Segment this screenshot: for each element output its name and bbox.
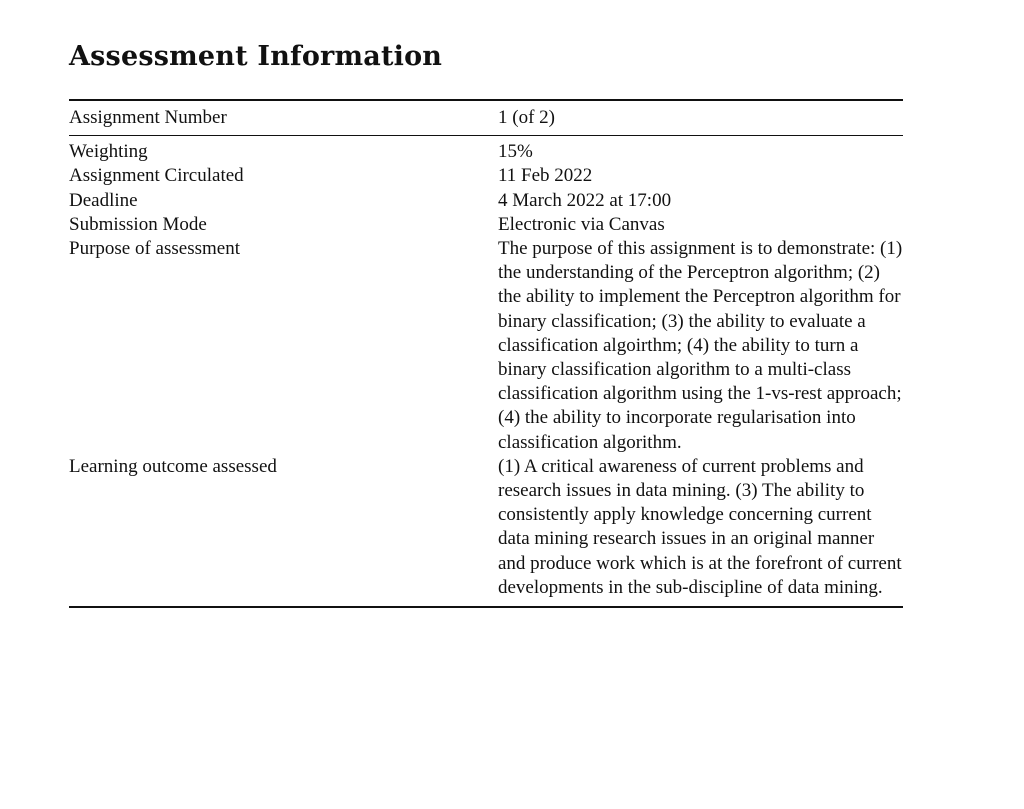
table-row-submission-mode [69,213,903,237]
table-body [69,136,903,606]
row-value: 15% [498,141,533,163]
row-value: (1) A critical awareness of current problems and research issues in data mining. (3) The ability to consistently apply knowledge concerning current data mining research issues in an original manner and produce work which is at the forefront of current developments in the sub-discipline of data mining. [498,455,902,598]
assessment-info-table [69,99,903,608]
table-row-circulated [69,164,903,188]
section-title: Assessment Information [69,41,443,72]
row-label: Assignment Circulated [69,165,244,187]
row-value: 4 March 2022 at 17:00 [498,189,672,211]
row-label: Weighting [69,141,148,163]
row-label: Deadline [69,189,138,211]
table-row-learning-outcome [69,455,903,600]
row-label: Submission Mode [69,213,207,235]
row-value: Electronic via Canvas [498,213,665,235]
row-value: The purpose of this assignment is to demonstrate: (1) the understanding of the Perceptron algorithm; (2) the ability to implement the Perceptron algorithm for binary classification; (3) the ability to evaluate a classification algoirthm; (4) the ability to turn a binary classification algorithm to a multi-class classification algorithm using the 1-vs-rest approach; (4) the ability to incorporate regularisation into classification algorithm. [498,238,903,453]
bottom-rule [69,606,903,608]
row-label: Learning outcome assessed [69,455,277,477]
table-row-deadline [69,189,903,213]
row-value: 11 Feb 2022 [498,165,593,187]
table-row-purpose [69,237,903,455]
table-header-row [69,101,903,135]
header-value: 1 (of 2) [498,107,555,128]
table-row-weighting [69,140,903,164]
row-label: Purpose of assessment [69,238,240,260]
header-label: Assignment Number [69,107,227,128]
